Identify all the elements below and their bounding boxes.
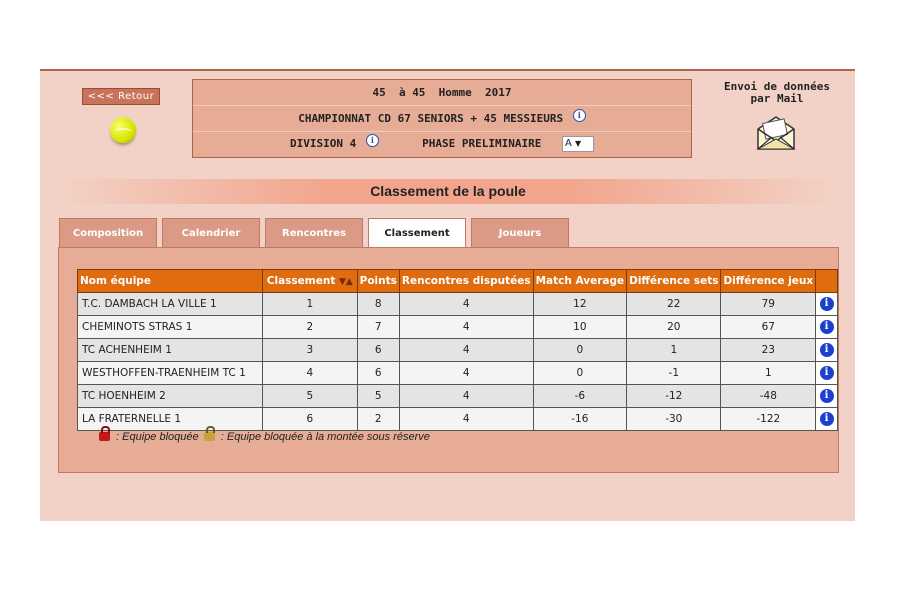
table-row <box>78 293 838 316</box>
tab-composition[interactable]: Composition <box>59 218 157 248</box>
team-sets-diff: -30 <box>627 408 721 431</box>
team-played: 4 <box>399 293 533 316</box>
row-info-cell <box>816 316 838 339</box>
team-match-average: 10 <box>533 316 627 339</box>
competition-info-box <box>192 79 692 158</box>
team-points: 7 <box>357 316 399 339</box>
mail-label-line2: par Mail <box>750 92 804 105</box>
row-info-cell <box>816 339 838 362</box>
row-info-cell <box>816 385 838 408</box>
row-info-cell <box>816 293 838 316</box>
section-title-bar <box>58 179 838 204</box>
legend <box>97 431 430 443</box>
legend-locked-text: : Equipe bloquée <box>116 431 199 443</box>
team-points: 6 <box>357 339 399 362</box>
tab-classement[interactable]: Classement <box>368 218 466 249</box>
team-games-diff: 23 <box>721 339 816 362</box>
back-button[interactable]: <<< Retour <box>82 88 160 105</box>
team-played: 4 <box>399 362 533 385</box>
team-name[interactable]: TC ACHENHEIM 1 <box>78 339 263 362</box>
team-rank: 4 <box>262 362 357 385</box>
team-info-icon[interactable]: i <box>820 366 834 380</box>
championship-row <box>193 106 691 132</box>
table-row <box>78 408 838 431</box>
team-played: 4 <box>399 385 533 408</box>
team-points: 8 <box>357 293 399 316</box>
col-points[interactable]: Points <box>357 270 399 293</box>
team-sets-diff: 20 <box>627 316 721 339</box>
team-sets-diff: -12 <box>627 385 721 408</box>
col-team-name[interactable]: Nom équipe <box>78 270 263 293</box>
team-played: 4 <box>399 316 533 339</box>
team-name[interactable]: CHEMINOTS STRAS 1 <box>78 316 263 339</box>
team-rank: 2 <box>262 316 357 339</box>
gold-lock-icon <box>204 432 215 441</box>
team-name[interactable]: WESTHOFFEN-TRAENHEIM TC 1 <box>78 362 263 385</box>
team-match-average: 0 <box>533 362 627 385</box>
championship-name: CHAMPIONNAT CD 67 SENIORS + 45 MESSIEURS <box>298 112 564 125</box>
tab-joueurs[interactable]: Joueurs <box>471 218 569 248</box>
team-points: 2 <box>357 408 399 431</box>
table-row <box>78 385 838 408</box>
team-info-icon[interactable]: i <box>820 320 834 334</box>
team-games-diff: 79 <box>721 293 816 316</box>
team-games-diff: -122 <box>721 408 816 431</box>
phase-select[interactable] <box>562 136 594 152</box>
team-games-diff: -48 <box>721 385 816 408</box>
row-info-cell <box>816 362 838 385</box>
ranking-table <box>77 269 838 431</box>
envelope-icon[interactable] <box>756 115 796 151</box>
red-lock-icon <box>99 432 110 441</box>
col-rank-label: Classement <box>266 275 336 287</box>
table-row <box>78 339 838 362</box>
tab-calendrier[interactable]: Calendrier <box>162 218 260 248</box>
page-frame <box>40 69 855 521</box>
table-row <box>78 316 838 339</box>
chevron-down-icon: ▼ <box>575 139 582 148</box>
division-label: DIVISION 4 <box>290 137 357 150</box>
team-name[interactable]: TC HOENHEIM 2 <box>78 385 263 408</box>
team-name[interactable]: T.C. DAMBACH LA VILLE 1 <box>78 293 263 316</box>
team-info-icon[interactable]: i <box>820 412 834 426</box>
team-info-icon[interactable]: i <box>820 343 834 357</box>
col-rank[interactable] <box>262 270 357 293</box>
col-played[interactable]: Rencontres disputées <box>399 270 533 293</box>
team-info-icon[interactable]: i <box>820 389 834 403</box>
col-info <box>816 270 838 293</box>
team-match-average: -16 <box>533 408 627 431</box>
team-rank: 1 <box>262 293 357 316</box>
team-info-icon[interactable]: i <box>820 297 834 311</box>
competition-title-text: 45 à 45 Homme 2017 <box>372 86 512 99</box>
team-games-diff: 1 <box>721 362 816 385</box>
legend-locked-promo-text: : Equipe bloquée à la montée sous réserve <box>220 431 430 443</box>
division-row <box>193 132 691 156</box>
team-rank: 5 <box>262 385 357 408</box>
team-match-average: 0 <box>533 339 627 362</box>
team-points: 5 <box>357 385 399 408</box>
col-sets-diff[interactable]: Différence sets <box>627 270 721 293</box>
team-match-average: -6 <box>533 385 627 408</box>
mail-label-line1: Envoi de données <box>724 80 830 93</box>
col-match-average[interactable]: Match Average <box>533 270 627 293</box>
table-header-row <box>78 270 838 293</box>
team-sets-diff: 1 <box>627 339 721 362</box>
competition-title <box>193 80 691 106</box>
phase-label: PHASE PRELIMINAIRE <box>422 137 542 150</box>
team-sets-diff: -1 <box>627 362 721 385</box>
team-rank: 3 <box>262 339 357 362</box>
team-games-diff: 67 <box>721 316 816 339</box>
team-rank: 6 <box>262 408 357 431</box>
sort-arrows-icon[interactable]: ▼▲ <box>339 277 353 287</box>
team-played: 4 <box>399 339 533 362</box>
championship-info-icon[interactable]: i <box>573 109 586 122</box>
team-match-average: 12 <box>533 293 627 316</box>
division-info-icon[interactable]: i <box>366 134 379 147</box>
row-info-cell <box>816 408 838 431</box>
col-games-diff[interactable]: Différence jeux <box>721 270 816 293</box>
table-row <box>78 362 838 385</box>
tab-rencontres[interactable]: Rencontres <box>265 218 363 248</box>
tennis-ball-icon <box>110 117 136 143</box>
team-sets-diff: 22 <box>627 293 721 316</box>
team-played: 4 <box>399 408 533 431</box>
section-title: Classement de la poule <box>370 183 526 199</box>
team-points: 6 <box>357 362 399 385</box>
mail-send-label[interactable] <box>712 81 842 105</box>
ranking-panel <box>58 247 839 473</box>
team-name[interactable]: LA FRATERNELLE 1 <box>78 408 263 431</box>
phase-select-value: A <box>564 138 572 149</box>
